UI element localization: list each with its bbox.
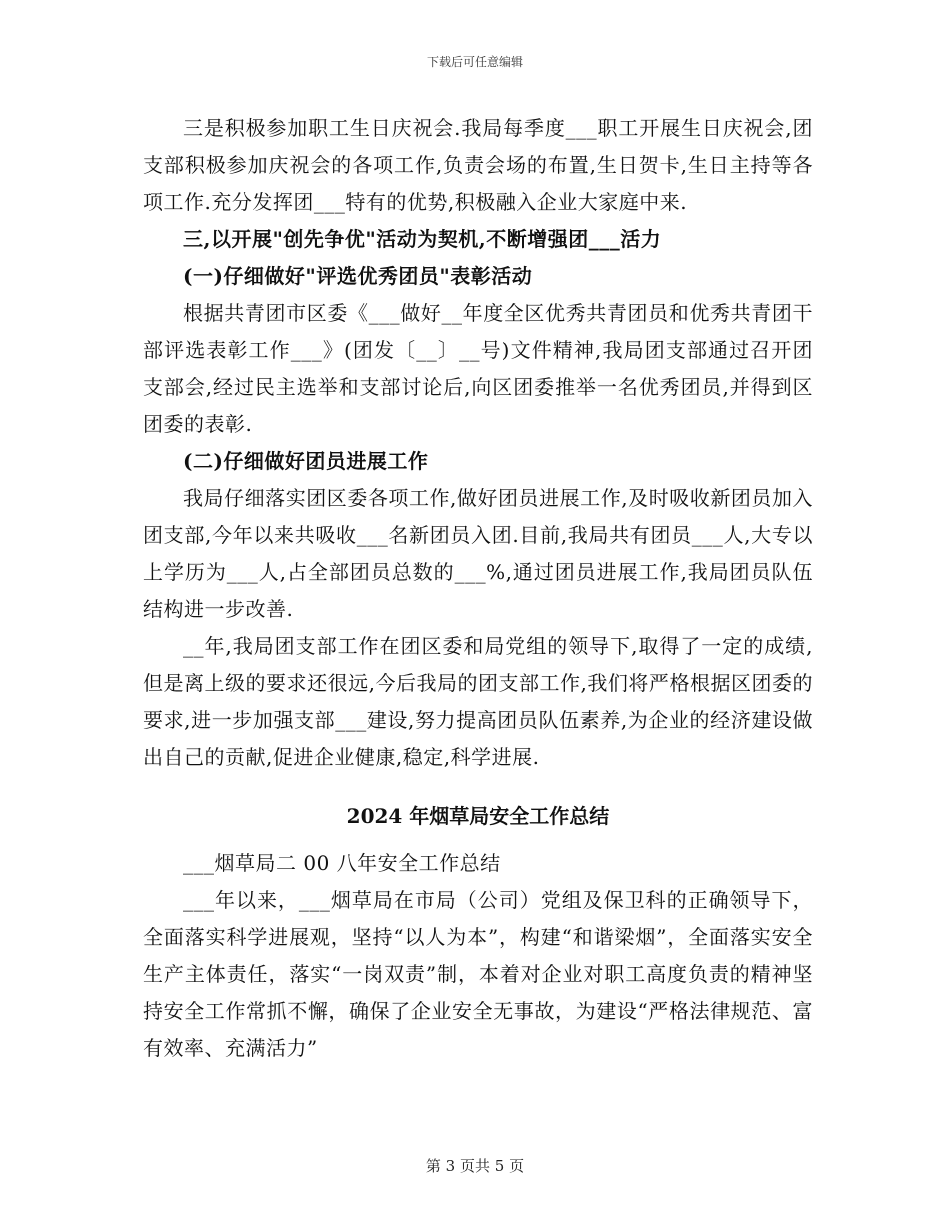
heading-subsection-2: (二)仔细做好团员进展工作 xyxy=(183,449,429,473)
heading-subsection-1: (一)仔细做好"评选优秀团员"表彰活动 xyxy=(183,264,533,288)
paragraph-excellent-member: 根据共青团市区委《___做好__年度全区优秀共青团员和优秀共青团干部评选表彰工作___》(团发〔__〕__号)文件精神,我局团支部通过召开团支部会,经过民主选举和支部讨论后,向区团委推举一名优秀团员,并得到区团委的表彰. xyxy=(143,301,813,436)
paragraph-subtitle: ___烟草局二 00 八年安全工作总结 xyxy=(183,851,501,875)
heading-section-3: 三,以开展"创先争优"活动为契机,不断增强团___活力 xyxy=(183,227,662,251)
document-body xyxy=(143,110,813,1067)
paragraph-conclusion: __年,我局团支部工作在团区委和局党组的领导下,取得了一定的成绩,但是离上级的要求还很远,今后我局的团支部工作,我们将严格根据区团委的要求,进一步加强支部___建设,努力提高团员队伍素养,为企业的经济建设做出自己的贡献,促进企业健康,稳定,科学进展. xyxy=(143,634,813,769)
paragraph-safety-intro: ___年以来，___烟草局在市局（公司）党组及保卫科的正确领导下，全面落实科学进展观，坚持“以人为本”，构建“和谐梁烟”，全面落实安全生产主体责任，落实“一岗双责”制，本着对企业对职工高度负责的精神坚持安全工作常抓不懈，确保了企业安全无事故，为建设“严格法律规范、富有效率、充满活力” xyxy=(143,888,813,1060)
page-header: 下载后可任意编辑 xyxy=(426,55,523,69)
paragraph-member-development: 我局仔细落实团区委各项工作,做好团员进展工作,及时吸收新团员加入团支部,今年以来共吸收___名新团员入团.目前,我局共有团员___人,大专以上学历为___人,占全部团员总数的___%,通过团员进展工作,我局团员队伍结构进一步改善. xyxy=(143,486,813,621)
page-footer: 第 3 页共 5 页 xyxy=(425,1157,525,1175)
document-title: 2024 年烟草局安全工作总结 xyxy=(346,804,610,828)
paragraph-birthday: 三是积极参加职工生日庆祝会.我局每季度___职工开展生日庆祝会,团支部积极参加庆祝会的各项工作,负责会场的布置,生日贺卡,生日主持等各项工作.充分发挥团___特有的优势,积极融入企业大家庭中来. xyxy=(143,116,813,214)
